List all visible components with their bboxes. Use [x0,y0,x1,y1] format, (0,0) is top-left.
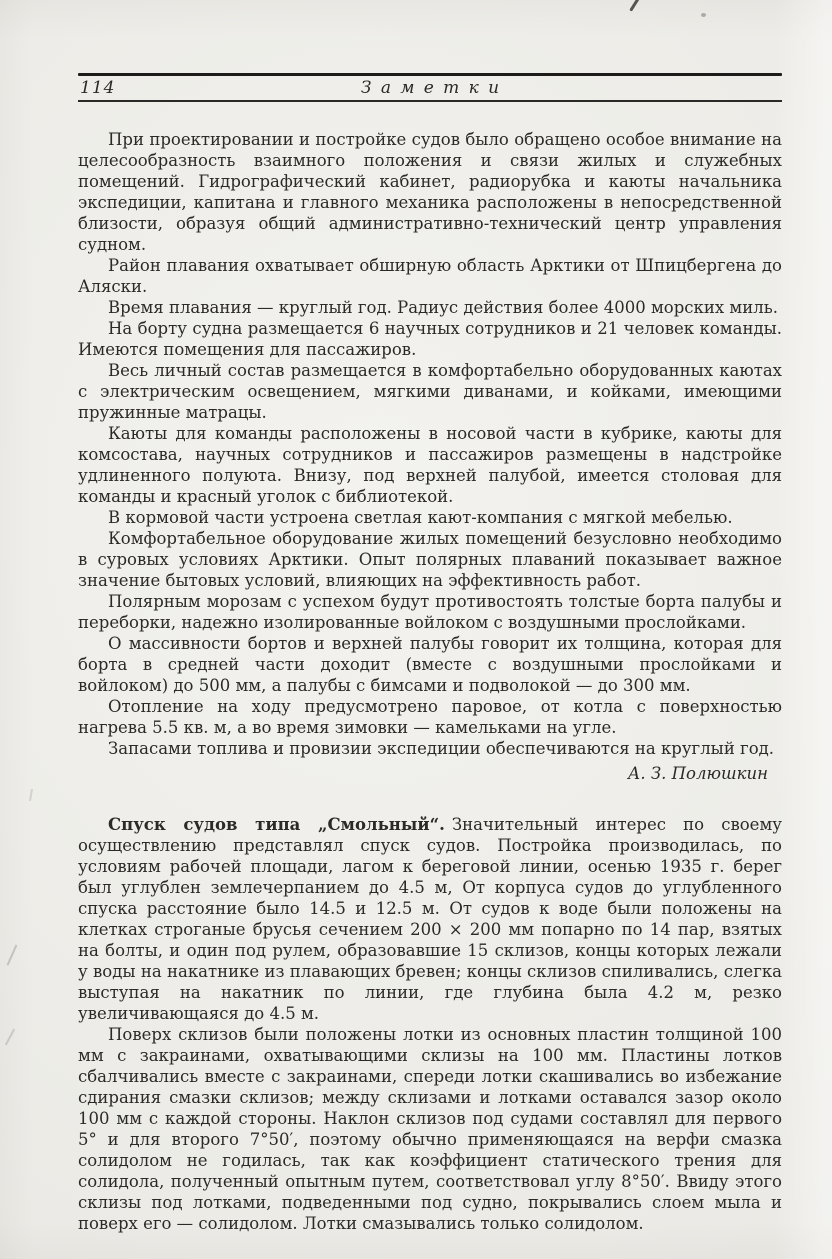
note-paragraphs [78,129,782,759]
paragraph: Полярным морозам с успехом будут противостоять толстые борта палубы и переборки, надежно изолированные войлоком с воздушными прослойками. [78,592,782,632]
paragraph: Район плавания охватывает обширную область Арктики от Шпицбергена до Аляски. [78,256,782,296]
author-signature: А. З. Полюшкин [627,764,768,783]
paragraph: Отопление на ходу предусмотрено паровое, от котла с поверхностью нагрева 5.5 кв. м, а во время зимовки — камельками на угле. [78,697,782,737]
page-body [78,129,782,1234]
page-number: 114 [80,78,116,98]
header-rule-bottom [78,100,782,102]
paragraph: В кормовой части устроена светлая кают-компания с мягкой мебелью. [108,508,733,527]
ink-dot [701,13,706,17]
page-header [78,73,782,102]
paragraph: Каюты для команды расположены в носовой части в кубрике, каюты для комсостава, научных сотрудников и пассажиров размещены в надстройке удлиненного полуюта. Внизу, под верхней палубой, имеется столовая для команды и красный уголок с библиотекой. [78,424,782,506]
running-title: Заметки [360,78,509,98]
paragraph: Весь личный состав размещается в комфортабельно оборудованных каютах с электрическим освещением, мягкими диванами, и койками, имеющими пружинные матрацы. [78,361,782,422]
header-row [78,76,782,100]
paragraph: Поверх склизов были положены лотки из основных пластин толщиной 100 мм с закраинами, охватывающими склизы на 100 мм. Пластины лотков сбалчивались вместе с закраинами, спереди лотки скашивались во избежание сдирания смазки склизов; между склизами и лотками оставался зазор около 100 мм с каждой стороны. Наклон склизов под судами составлял для первого 5° и для второго 7°50′, поэтому обычно применяющаяся на верфи смазка солидолом не годилась, так как коэффициент статического трения для солидола, полученный опытным путем, соответствовал углу 8°50′. Ввиду этого склизы под лотками, подведенными под судно, покрывались слоем мыла и поверх его — солидолом. Лотки смазывались только солидолом. [78,1025,782,1233]
note-smolny-launch [78,814,782,1234]
paragraph [78,814,782,1024]
note-title: Спуск судов типа „Смольный“. [108,815,445,834]
paragraph: Комфортабельное оборудование жилых помещений безусловно необходимо в суровых условиях Арктики. Опыт полярных плаваний показывает важное значение бытовых условий, влияющих на эффективность работ. [78,529,782,590]
paragraph: Время плавания — круглый год. Радиус действия более 4000 морских миль. [108,298,778,317]
paragraph: На борту судна размещается 6 научных сотрудников и 21 человек команды. Имеются помещения для пассажиров. [78,319,782,359]
paragraph: Запасами топлива и провизии экспедиции обеспечиваются на круглый год. [108,739,775,758]
paragraph: При проектировании и постройке судов было обращено особое внимание на целесообразность взаимного положения и связи жилых и служебных помещений. Гидрографический кабинет, радиорубка и каюты начальника экспедиции, капитана и главного механика расположены в непосредственной близости, образуя общий административно-технический центр управления судном. [78,130,782,254]
note-paragraphs [78,1024,782,1234]
note-ship-design [78,129,782,784]
text-column [78,73,782,1234]
note-lead-text: Значительный интерес по своему осуществлению представлял спуск судов. Постройка производилась, по условиям рабочей площади, лагом к береговой линии, осенью 1935 г. берег был углублен землечерпанием до 4.5 м, От корпуса судов до углубленного спуска расстояние было 14.5 и 12.5 м. От судов к воде были положены на клетках строганые брусья сечением 200 × 200 мм попарно по 14 пар, взятых на болты, и один под рулем, образовавшие 15 склизов, концы которых лежали у воды на накатнике из плавающих бревен; концы склизов спиливались, слегка выступая на накатник по линии, где глубина была 4.2 м, резко увеличивающаяся до 4.5 м. [78,815,782,1023]
paragraph: О массивности бортов и верхней палубы говорит их толщина, которая для борта в средней части доходит (вместе с воздушными прослойками и войлоком) до 500 мм, а палубы с бимсами и подволокой — до 300 мм. [78,634,782,695]
